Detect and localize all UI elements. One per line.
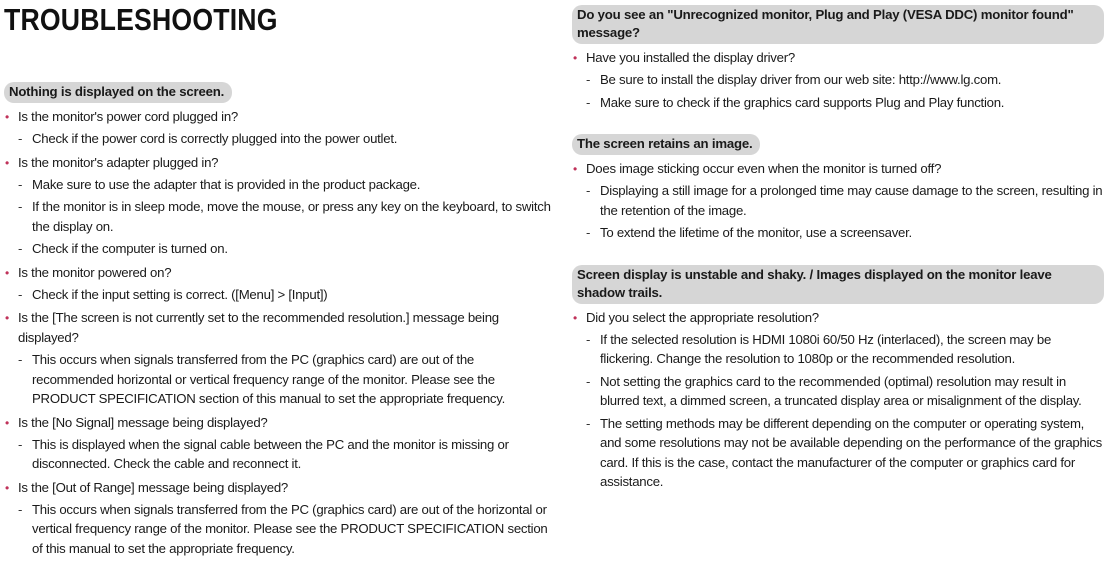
question-list — [572, 308, 1104, 492]
question-item — [4, 478, 552, 559]
answer-item — [586, 70, 1104, 90]
right-column — [572, 5, 1104, 514]
question-list — [4, 107, 552, 558]
dash-icon: - — [586, 72, 591, 87]
bullet-icon: • — [5, 110, 10, 124]
answer-text: Make sure to check if the graphics card supports Plug and Play function. — [600, 94, 1005, 110]
answer-list — [18, 435, 552, 474]
dash-icon: - — [18, 131, 23, 146]
dash-icon: - — [586, 373, 591, 389]
question-text: Have you installed the display driver? — [586, 50, 795, 65]
question-item — [4, 153, 552, 259]
troubleshooting-section — [572, 265, 1104, 492]
question-text: Does image sticking occur even when the monitor is turned off? — [586, 161, 942, 176]
question-list — [572, 48, 1104, 112]
question-item — [572, 48, 1104, 112]
dash-icon: - — [586, 415, 591, 431]
dash-icon: - — [18, 352, 23, 367]
answer-item — [18, 129, 552, 149]
answer-text: If the monitor is in sleep mode, move the mouse, or press any key on the keyboard, to switch the display on. — [32, 199, 551, 234]
bullet-icon: • — [5, 311, 10, 325]
left-column — [4, 82, 552, 580]
question-text: Is the [No Signal] message being displayed? — [18, 414, 268, 430]
bullet-icon: • — [5, 265, 10, 280]
answer-text: This occurs when signals transferred from the PC (graphics card) are out of the horizontal or vertical frequency range of the monitor. Please see the PRODUCT SPECIFICATION section of this manual to set the appropriate frequency. — [32, 501, 548, 556]
answer-text: Check if the computer is turned on. — [32, 241, 228, 256]
answer-text: Displaying a still image for a prolonged time may cause damage to the screen, resulting in the retention of the image. — [600, 183, 1103, 218]
question-item — [572, 159, 1104, 243]
answer-list — [18, 285, 552, 305]
question-item — [572, 308, 1104, 492]
question-item — [4, 413, 552, 474]
troubleshooting-section — [4, 82, 552, 558]
answer-text: Check if the power cord is correctly plugged into the power outlet. — [32, 131, 398, 146]
dash-icon: - — [18, 501, 23, 517]
dash-icon: - — [586, 94, 591, 110]
dash-icon: - — [18, 436, 23, 452]
dash-icon: - — [586, 225, 591, 240]
bullet-icon: • — [573, 162, 578, 176]
section-heading: Nothing is displayed on the screen. — [4, 82, 232, 103]
page-title: TROUBLESHOOTING — [4, 2, 278, 37]
bullet-icon: • — [573, 51, 578, 65]
question-text: Is the [The screen is not currently set to the recommended resolution.] message being displayed? — [18, 310, 499, 345]
question-item — [4, 263, 552, 305]
answer-list — [586, 181, 1104, 243]
answer-item — [18, 435, 552, 474]
question-item — [4, 107, 552, 149]
answer-item — [586, 93, 1104, 113]
bullet-icon: • — [5, 415, 10, 430]
answer-list — [18, 129, 552, 149]
answer-text: The setting methods may be different depending on the computer or operating system, and some resolutions may not be available depending on the performance of the graphics card. If this is the case, contact the manufacturer of the computer or graphics card for assistance. — [600, 415, 1102, 489]
answer-list — [18, 500, 552, 559]
bullet-icon: • — [5, 480, 10, 495]
answer-item — [18, 350, 552, 409]
answer-text: This is displayed when the signal cable between the PC and the monitor is missing or disconnected. Check the cable and reconnect it. — [32, 436, 509, 471]
bullet-icon: • — [573, 310, 578, 325]
answer-list — [18, 175, 552, 259]
answer-item — [586, 414, 1104, 492]
answer-text: This occurs when signals transferred from the PC (graphics card) are out of the recommended horizontal or vertical frequency range of the monitor. Please see the PRODUCT SPECIFICATION section of this manual to set the appropriate frequency. — [32, 352, 506, 406]
troubleshooting-section — [572, 134, 1104, 243]
question-text: Is the [Out of Range] message being displayed? — [18, 479, 289, 495]
answer-item — [18, 285, 552, 305]
dash-icon: - — [18, 199, 23, 214]
answer-item — [586, 330, 1104, 369]
answer-text: Not setting the graphics card to the recommended (optimal) resolution may result in blurred text, a dimmed screen, a truncated display area or misalignment of the display. — [600, 373, 1082, 408]
answer-list — [586, 70, 1104, 112]
question-text: Is the monitor's adapter plugged in? — [18, 154, 219, 170]
answer-item — [586, 372, 1104, 411]
answer-list — [586, 330, 1104, 492]
answer-text: Be sure to install the display driver from our web site: http://www.lg.com. — [600, 72, 1002, 87]
answer-item — [18, 500, 552, 559]
answer-item — [18, 197, 552, 236]
question-text: Did you select the appropriate resolution? — [586, 309, 819, 325]
section-heading: Do you see an "Unrecognized monitor, Plug and Play (VESA DDC) monitor found" message? — [572, 5, 1104, 44]
question-list — [572, 159, 1104, 243]
dash-icon: - — [18, 176, 23, 192]
answer-text: If the selected resolution is HDMI 1080i 60/50 Hz (interlaced), the screen may be flickering. Change the resolution to 1080p or the recommended resolution. — [600, 331, 1052, 366]
dash-icon: - — [586, 331, 591, 347]
answer-item — [586, 223, 1104, 243]
question-item — [4, 308, 552, 409]
question-text: Is the monitor powered on? — [18, 264, 172, 280]
dash-icon: - — [18, 241, 23, 256]
bullet-icon: • — [5, 155, 10, 170]
section-heading: The screen retains an image. — [572, 134, 760, 155]
dash-icon: - — [18, 286, 23, 302]
answer-text: Check if the input setting is correct. ([Menu] > [Input]) — [32, 286, 328, 302]
troubleshooting-section — [572, 5, 1104, 112]
answer-text: Make sure to use the adapter that is provided in the product package. — [32, 176, 421, 192]
answer-item — [18, 239, 552, 259]
section-heading: Screen display is unstable and shaky. / Images displayed on the monitor leave shadow trails. — [572, 265, 1104, 304]
answer-item — [18, 175, 552, 195]
answer-list — [18, 350, 552, 409]
dash-icon: - — [586, 183, 591, 198]
question-text: Is the monitor's power cord plugged in? — [18, 109, 239, 124]
answer-item — [586, 181, 1104, 220]
answer-text: To extend the lifetime of the monitor, use a screensaver. — [600, 225, 912, 240]
